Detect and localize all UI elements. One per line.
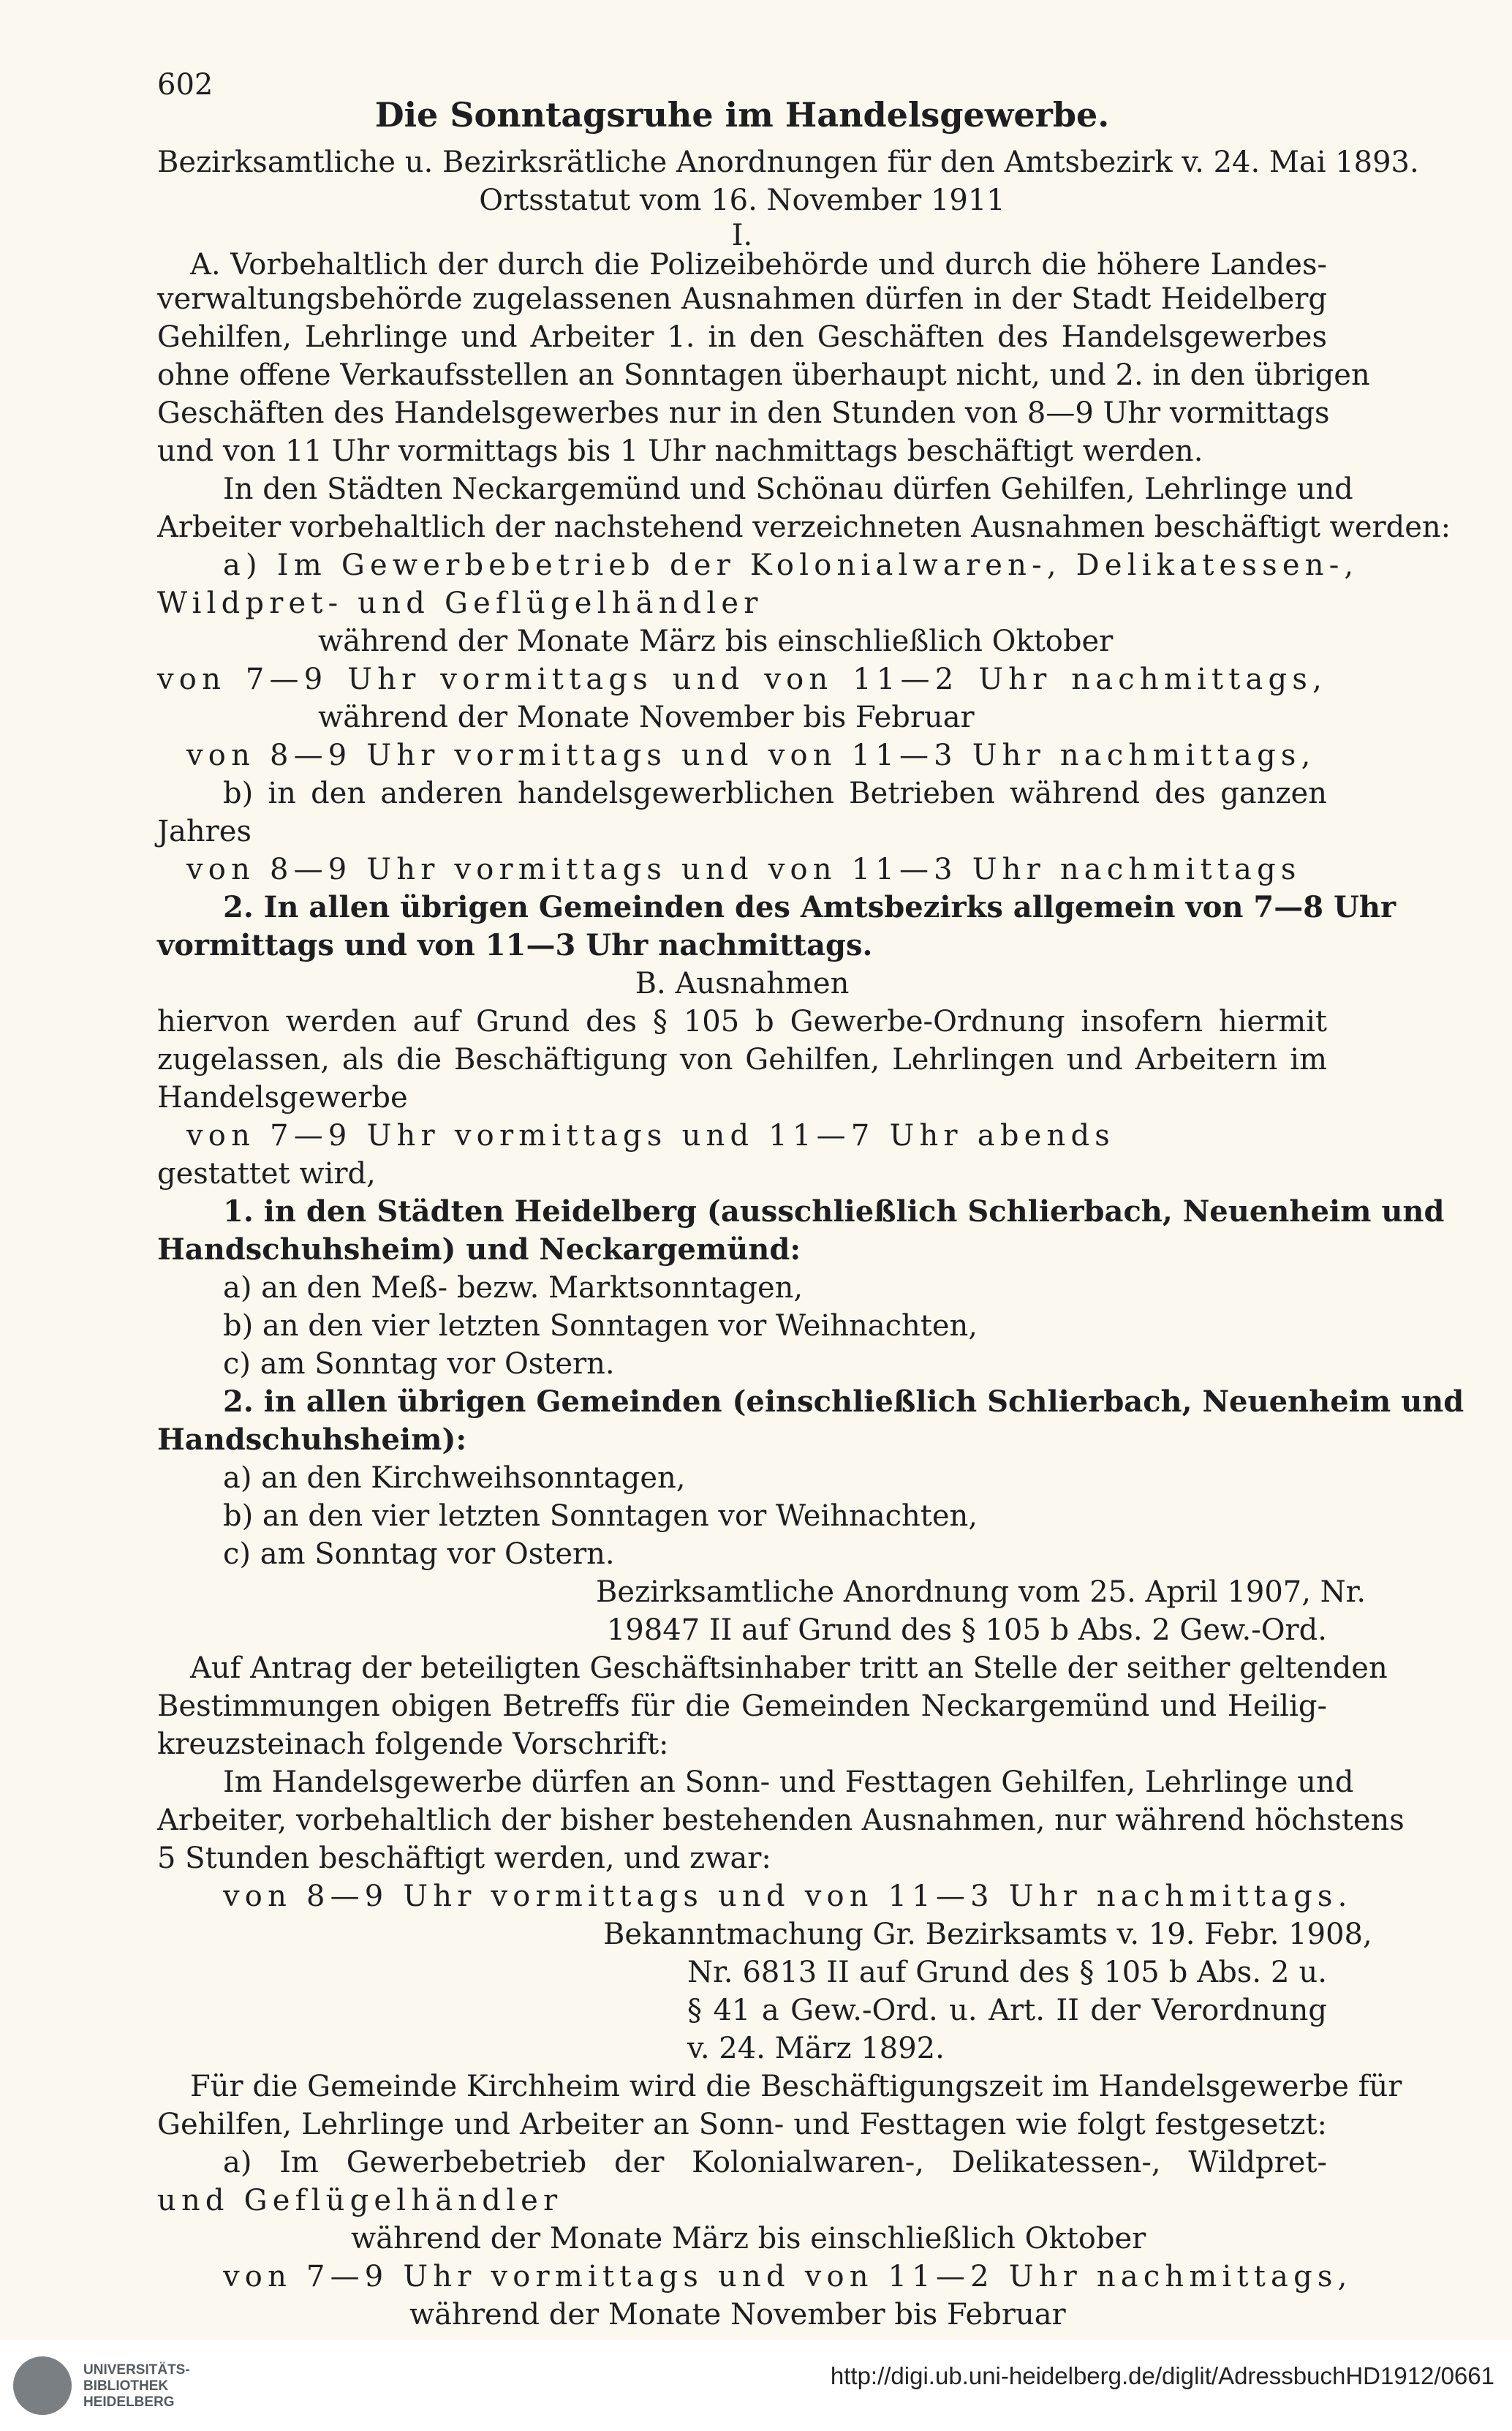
text-line: von 8—9 Uhr vormittags und von 11—3 Uhr nachmittags,: [186, 739, 1316, 772]
text-line: Nr. 6813 II auf Grund des § 105 b Abs. 2 u.: [687, 1956, 1327, 1989]
text-line: von 7—9 Uhr vormittags und von 11—2 Uhr nachmittags,: [157, 663, 1327, 696]
text-line: b) an den vier letzten Sonntagen vor Weihnachten,: [223, 1499, 978, 1533]
text-line: c) am Sonntag vor Ostern.: [223, 1537, 615, 1571]
text-line: Jahres: [157, 815, 252, 848]
text-line: von 8—9 Uhr vormittags und von 11—3 Uhr nachmittags: [186, 853, 1301, 886]
text-line: § 41 a Gew.-Ord. u. Art. II der Verordnung: [687, 1994, 1327, 2027]
text-line: Gehilfen, Lehrlinge und Arbeiter 1. in den Geschäften des Handelsgewerbes: [157, 320, 1327, 354]
text-line: Geschäften des Handelsgewerbes nur in den Stunden von 8—9 Uhr vormittags: [157, 396, 1330, 430]
text-line: a) Im Gewerbebetrieb der Kolonialwaren-, Delikatessen-,: [223, 549, 1359, 582]
text-line: Bestimmungen obigen Betreffs für die Gemeinden Neckargemünd und Heilig-: [157, 1689, 1327, 1723]
text-line: kreuzsteinach folgende Vorschrift:: [157, 1727, 669, 1761]
text-line: während der Monate März bis einschließlich Oktober: [318, 625, 1114, 658]
page-title: Die Sonntagsruhe im Handelsgewerbe.: [374, 95, 1110, 135]
text-line: Bezirksamtliche Anordnung vom 25. April 1907, Nr.: [596, 1575, 1367, 1609]
text-line: von 7—9 Uhr vormittags und 11—7 Uhr abends: [186, 1119, 1115, 1153]
section-heading: B. Ausnahmen: [635, 967, 850, 1000]
library-seal-icon: [13, 2356, 72, 2415]
ortsstatut: Ortsstatut vom 16. November 1911: [479, 184, 1005, 217]
section-number: I.: [731, 219, 753, 252]
text-line: In den Städten Neckargemünd und Schönau dürfen Gehilfen, Lehrlinge und: [223, 472, 1353, 506]
text-line: Arbeiter, vorbehaltlich der bisher bestehenden Ausnahmen, nur während höchstens: [157, 1804, 1405, 1837]
text-line: verwaltungsbehörde zugelassenen Ausnahmen dürfen in der Stadt Heidelberg: [157, 282, 1327, 316]
text-line: a) an den Meß- bezw. Marktsonntagen,: [223, 1271, 804, 1305]
text-line: a) an den Kirchweihsonntagen,: [223, 1461, 686, 1495]
text-line: Gehilfen, Lehrlinge und Arbeiter an Sonn- und Festtagen wie folgt festgesetzt:: [157, 2108, 1327, 2141]
text-line: c) am Sonntag vor Ostern.: [223, 1347, 615, 1381]
text-line: während der Monate November bis Februar: [409, 2298, 1066, 2332]
text-line: hiervon werden auf Grund des § 105 b Gewerbe-Ordnung insofern hiermit: [157, 1005, 1327, 1039]
text-line: b) in den anderen handelsgewerblichen Betrieben während des ganzen: [223, 777, 1327, 810]
text-line: zugelassen, als die Beschäftigung von Gehilfen, Lehrlingen und Arbeitern im: [157, 1043, 1327, 1077]
text-line: und Geflügelhändler: [157, 2184, 563, 2217]
library-name: UNIVERSITÄTS-BIBLIOTHEK HEIDELBERG: [83, 2362, 190, 2410]
text-line: 5 Stunden beschäftigt werden, und zwar:: [157, 1842, 771, 1875]
text-line: A. Vorbehaltlich der durch die Polizeibehörde und durch die höhere Landes-: [190, 248, 1327, 282]
text-line: 2. In allen übrigen Gemeinden des Amtsbezirks allgemein von 7—8 Uhr: [223, 890, 1396, 924]
text-line: Wildpret- und Geflügelhändler: [157, 587, 763, 620]
text-line: Handschuhsheim) und Neckargemünd:: [157, 1232, 801, 1267]
text-line: 2. in allen übrigen Gemeinden (einschließlich Schlierbach, Neuenheim und: [223, 1384, 1464, 1419]
text-line: b) an den vier letzten Sonntagen vor Weihnachten,: [223, 1309, 978, 1343]
text-line: vormittags und von 11—3 Uhr nachmittags.: [157, 928, 873, 962]
text-line: Auf Antrag der beteiligten Geschäftsinhaber tritt an Stelle der seither geltenden: [190, 1651, 1388, 1685]
text-line: ohne offene Verkaufsstellen an Sonntagen überhaupt nicht, und 2. in den übrigen: [157, 358, 1370, 392]
text-line: Arbeiter vorbehaltlich der nachstehend verzeichneten Ausnahmen beschäftigt werden:: [157, 510, 1451, 544]
text-line: Im Handelsgewerbe dürfen an Sonn- und Festtagen Gehilfen, Lehrlinge und: [223, 1765, 1354, 1799]
text-line: und von 11 Uhr vormittags bis 1 Uhr nachmittags beschäftigt werden.: [157, 434, 1203, 468]
text-line: gestattet wird,: [157, 1157, 376, 1191]
text-line: 19847 II auf Grund des § 105 b Abs. 2 Gew.-Ord.: [606, 1613, 1327, 1647]
text-line: während der Monate März bis einschließlich Oktober: [351, 2222, 1146, 2255]
text-line: a) Im Gewerbebetrieb der Kolonialwaren-, Delikatessen-, Wildpret-: [223, 2146, 1327, 2179]
text-line: von 8—9 Uhr vormittags und von 11—3 Uhr nachmittags.: [223, 1880, 1353, 1913]
subtitle: Bezirksamtliche u. Bezirksrätliche Anordnungen für den Amtsbezirk v. 24. Mai 1893.: [157, 146, 1419, 179]
text-line: von 7—9 Uhr vormittags und von 11—2 Uhr nachmittags,: [223, 2260, 1353, 2294]
source-url-link[interactable]: http://digi.ub.uni-heidelberg.de/diglit/AdressbuchHD1912/0661: [830, 2362, 1494, 2389]
page-number: 602: [157, 68, 213, 102]
text-line: Bekanntmachung Gr. Bezirksamts v. 19. Febr. 1908,: [603, 1918, 1372, 1951]
text-line: während der Monate November bis Februar: [318, 701, 975, 734]
text-line: Für die Gemeinde Kirchheim wird die Beschäftigungszeit im Handelsgewerbe für: [190, 2070, 1402, 2103]
text-line: Handelsgewerbe: [157, 1081, 408, 1115]
text-line: v. 24. März 1892.: [687, 2032, 945, 2065]
text-line: Handschuhsheim):: [157, 1422, 467, 1457]
text-line: 1. in den Städten Heidelberg (ausschließlich Schlierbach, Neuenheim und: [223, 1194, 1445, 1229]
library-logo[interactable]: [13, 2356, 254, 2415]
